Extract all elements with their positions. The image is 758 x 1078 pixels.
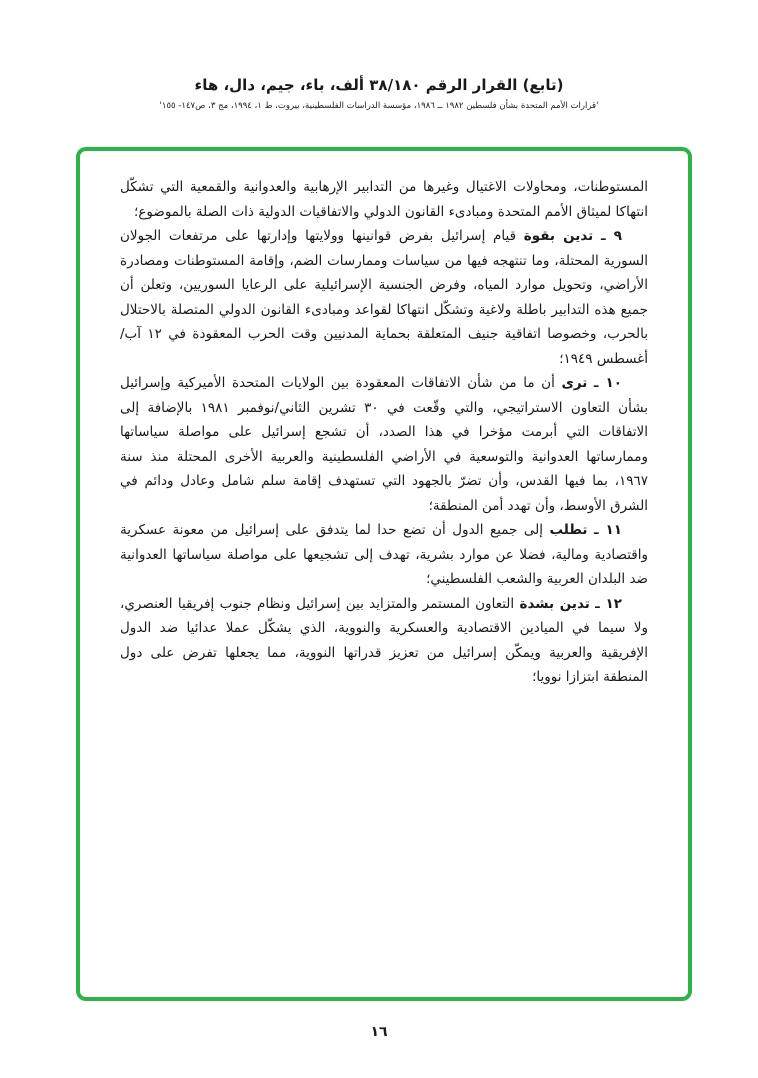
para-lead: تطلب: [549, 522, 588, 538]
para-number: ١٢ ـ: [595, 595, 622, 612]
page-footer: [0, 1024, 758, 1040]
paragraph-11: [120, 518, 648, 592]
para-lead: تدين بشدة: [519, 595, 590, 612]
para-text: التعاون المستمر والمتزايد بين إسرائيل ونظام جنوب إفريقيا العنصري، ولا سيما في الميادين الاقتصادية والعسكرية والنووية، الذي يشكّل عملا عدائيا ضد الدول الإفريقية والعربية ويمكّن إسرائيل من تعزيز قدراتها النووية، مما يجعلها تفرض على دول المنطقة ابتزازا نوويا؛: [120, 595, 648, 685]
para-text: المستوطنات، ومحاولات الاغتيال وغيرها من التدابير الإرهابية والعدوانية والقمعية التي تشكّل انتهاكا لميثاق الأمم المتحدة ومبادىء القانون الدولي والاتفاقيات الدولية ذات الصلة بالموضوع؛: [120, 179, 648, 220]
page-number: ١٦: [370, 1024, 388, 1040]
content-frame: [76, 147, 692, 1001]
paragraph-10: [120, 371, 648, 518]
para-text: إلى جميع الدول أن تضع حدا لما يتدفق على إسرائيل من معونة عسكرية واقتصادية ومالية، فضلا عن موارد بشرية، تهدف إلى تشجيعها على مواصلة سياساتها العدوانية ضد البلدان العربية والشعب الفلسطيني؛: [120, 522, 648, 587]
para-number: ٩ ـ: [600, 228, 622, 244]
para-lead: ترى: [561, 375, 588, 391]
paragraph-12: [120, 592, 648, 690]
page-header: [0, 76, 758, 111]
paragraph-9: [120, 224, 648, 371]
para-text: قيام إسرائيل بفرض قوانينها وولايتها وإدارتها على مرتفعات الجولان السورية المحتلة، وما تنتهجه فيها من سياسات وممارسات الضم، وإقامة المستوطنات ومصادرة الأراضي، وتحويل موارد المياه، وفرض الجنسية الإسرائيلية على الرعايا السوريين، وتعلن أن جميع هذه التدابير باطلة ولاغية وتشكّل انتهاكا لقواعد ومبادىء القانون الدولي المتصلة بالاحتلال بالحرب، وخصوصا اتفاقية جنيف المتعلقة بحماية المدنيين وقت الحرب المعقودة في ١٢ آب/أغسطس ١٩٤٩؛: [120, 228, 648, 367]
para-number: ١٠ ـ: [593, 375, 622, 391]
para-text: أن ما من شأن الاتفاقات المعقودة بين الولايات المتحدة الأميركية وإسرائيل بشأن التعاون الاستراتيجي، والتي وقّعت في ٣٠ تشرين الثاني/نوفمبر ١٩٨١ بالإضافة إلى الاتفاقات التي أبرمت مؤخرا في هذا الصدد، أن تشجع إسرائيل على مواصلة سياساتها وممارساتها العدوانية والتوسعية في الأراضي الفلسطينية والعربية الأخرى المحتلة منذ سنة ١٩٦٧، بما فيها القدس، وأن تضرّ بالجهود التي تستهدف إقامة سلم شامل وعادل ودائم في الشرق الأوسط، وأن تهدد أمن المنطقة؛: [120, 375, 648, 514]
paragraph-continuation: [120, 175, 648, 224]
resolution-title: (تابع) القرار الرقم ٣٨/١٨٠ ألف، باء، جيم، دال، هاء: [194, 76, 564, 94]
para-lead: تدين بقوة: [523, 228, 594, 244]
resolution-body: [80, 151, 688, 690]
source-citation: 'قرارات الأمم المتحدة بشأن فلسطين ١٩٨٢ ــ ١٩٨٦، مؤسسة الدراسات الفلسطينية، بيروت، ط ١، ١٩٩٤، مج ٣، ص١٤٧- ١٥٥': [159, 101, 599, 111]
para-number: ١١ ـ: [594, 522, 622, 538]
